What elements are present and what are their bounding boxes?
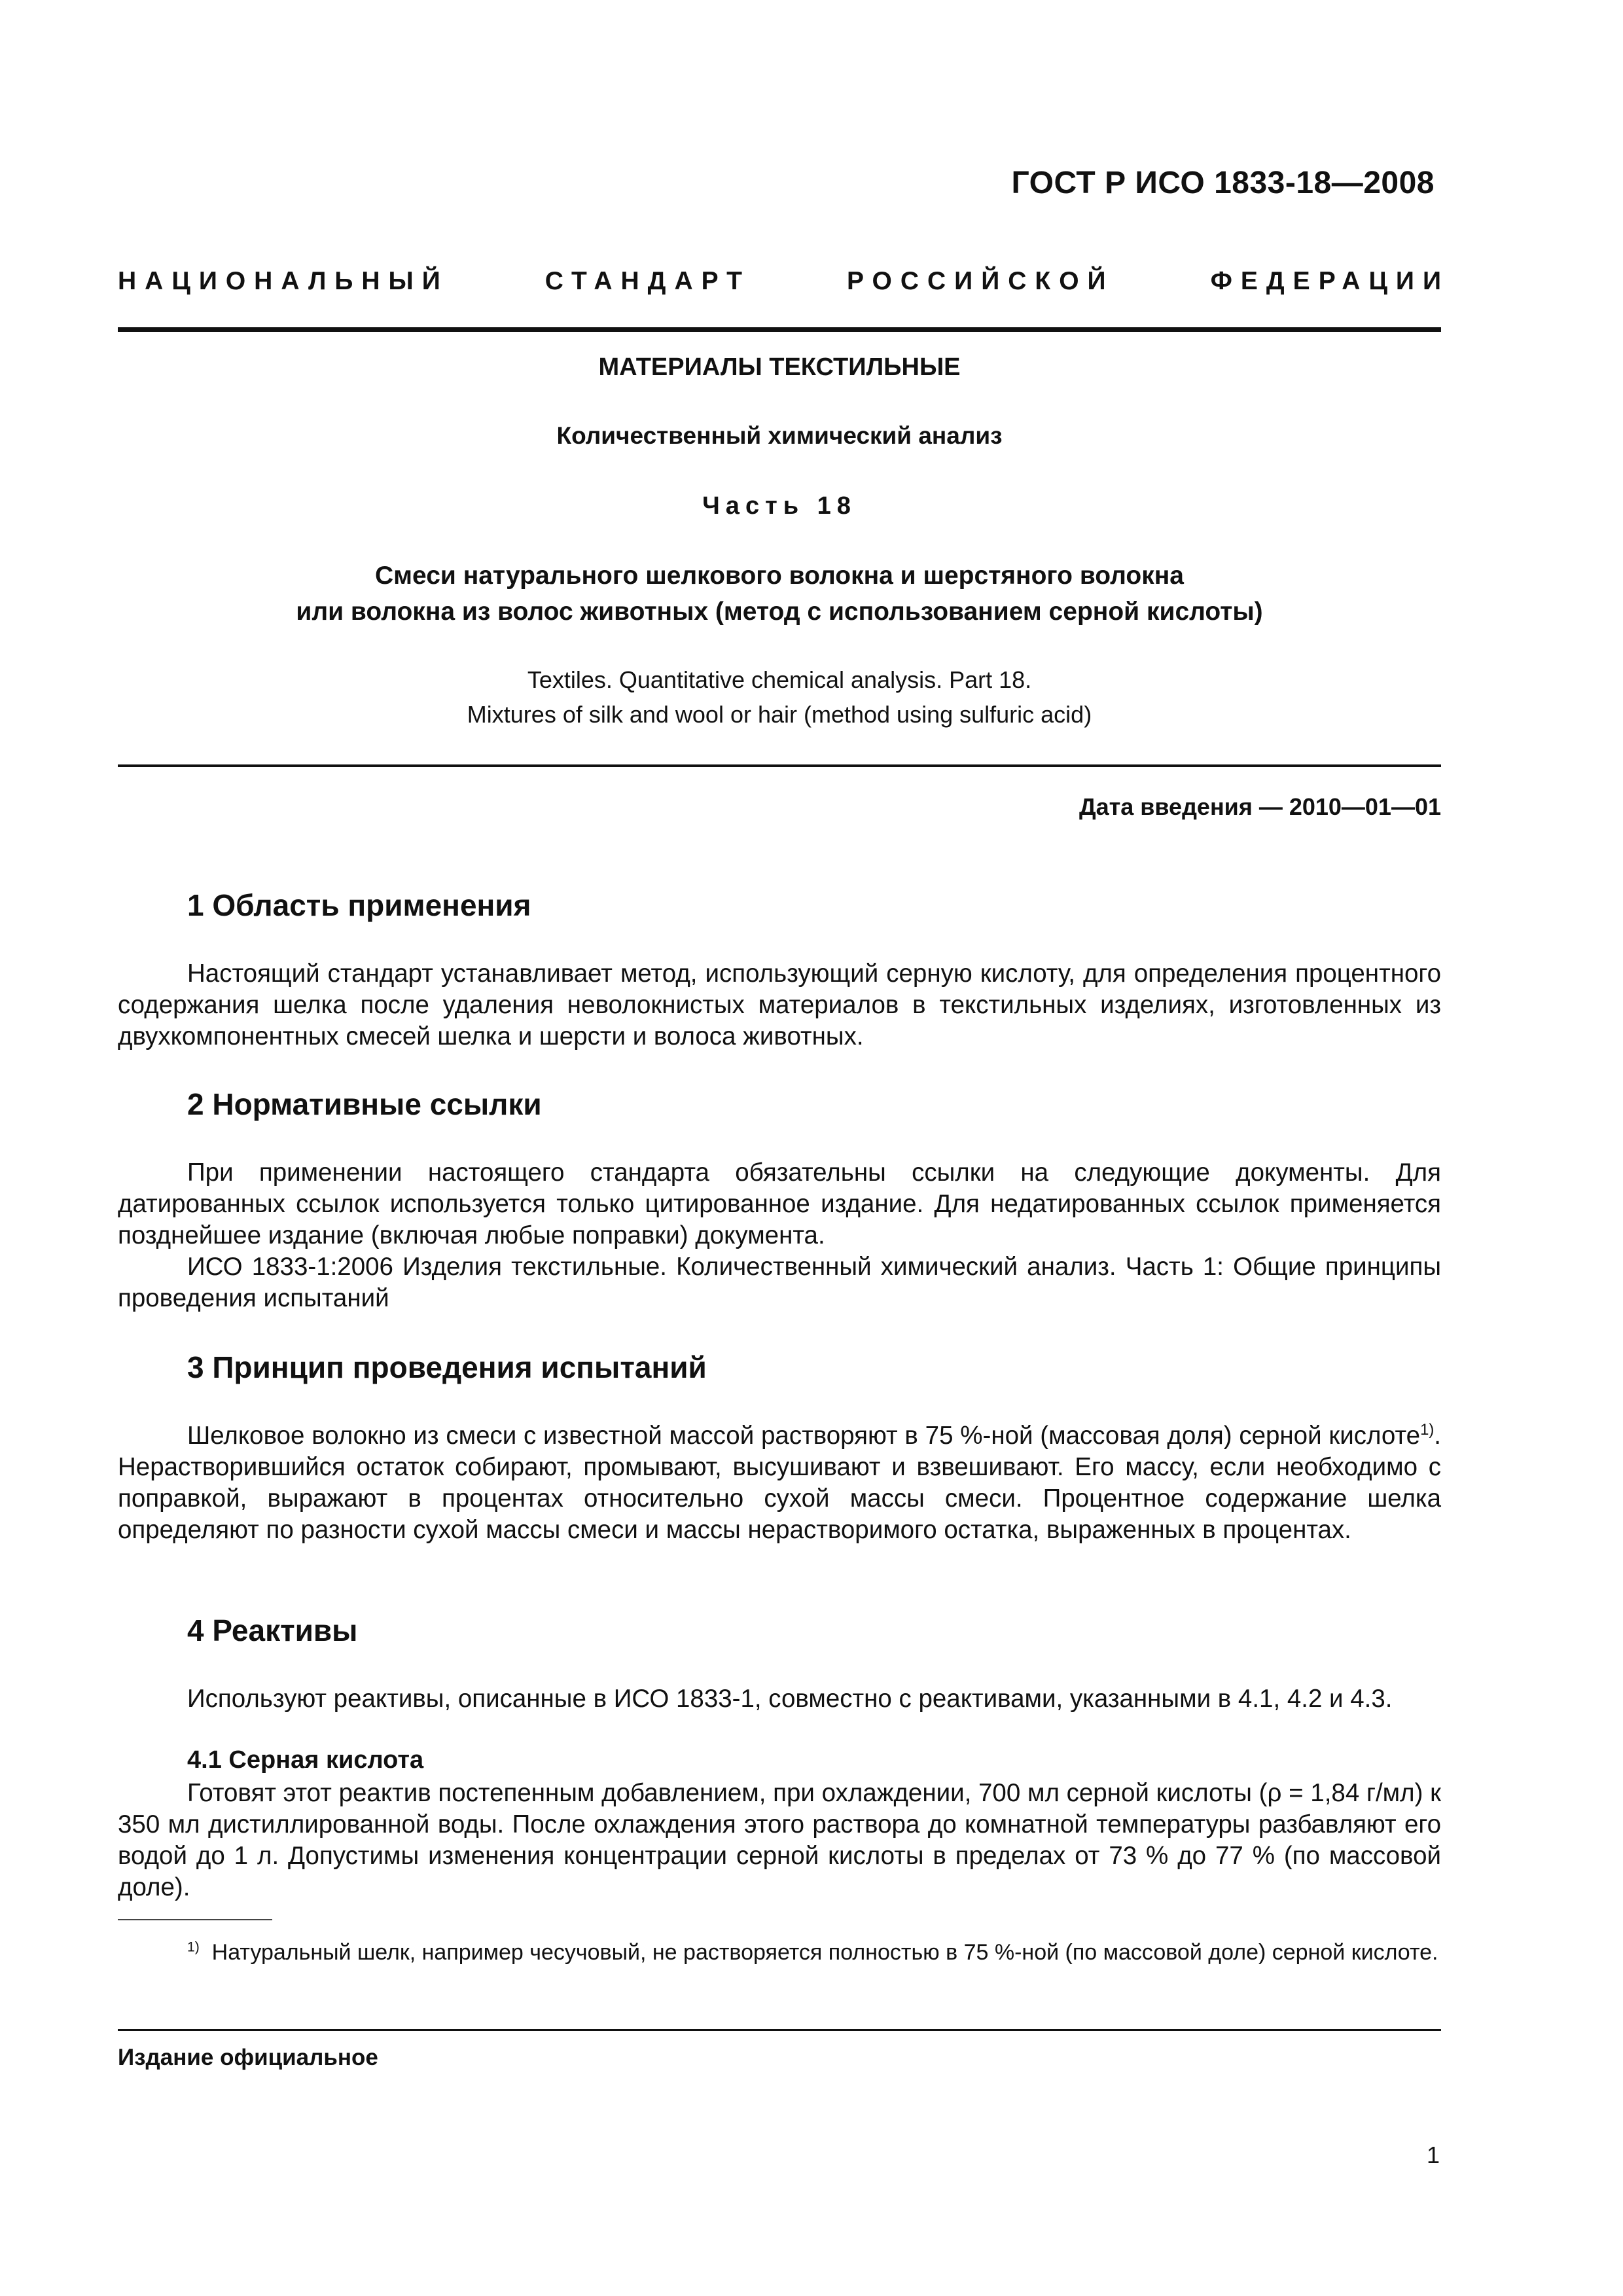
title-subtitle: Количественный химический анализ: [556, 422, 1003, 449]
section-heading-3: 3 Принцип проведения испытаний: [187, 1350, 707, 1384]
footnote-text: Натуральный шелк, например чесучовый, не растворяется полностью в 75 %-ной (по массовой доле) серной кислоте.: [211, 1940, 1438, 1965]
title-english: [118, 662, 1441, 732]
footnote-mark: 1): [187, 1939, 200, 1955]
banner-word-4: ФЕДЕРАЦИИ: [1210, 267, 1450, 295]
footnote-reference: 1): [1420, 1421, 1435, 1439]
subsection-heading-4-1: 4.1 Серная кислота: [187, 1746, 424, 1774]
title-part: Часть 18: [702, 492, 857, 520]
page-number: 1: [1426, 2142, 1440, 2168]
title-english-line-1: Textiles. Quantitative chemical analysis. Part 18.: [527, 666, 1032, 693]
section-3-paragraph: [118, 1420, 1441, 1546]
title-english-line-2: Mixtures of silk and wool or hair (method using sulfuric acid): [467, 701, 1092, 728]
official-edition-label: Издание официальное: [118, 2045, 378, 2070]
banner-word-3: РОССИЙСКОЙ: [847, 267, 1115, 295]
section-4-paragraph-1: Используют реактивы, описанные в ИСО 1833-1, совместно с реактивами, указанными в 4.1, 4.2 и 4.3.: [187, 1685, 1393, 1713]
header-divider: [118, 327, 1441, 332]
standard-designation: ГОСТ Р ИСО 1833-18—2008: [1011, 166, 1435, 200]
section-heading-1: 1 Область применения: [187, 888, 531, 922]
title-main: МАТЕРИАЛЫ ТЕКСТИЛЬНЫЕ: [598, 353, 961, 381]
title-long-line-1: Смеси натурального шелкового волокна и шерстяного волокна: [375, 562, 1184, 590]
section-heading-2: 2 Нормативные ссылки: [187, 1087, 542, 1121]
footnote: [118, 1937, 1441, 1967]
section-2-paragraph-2: ИСО 1833-1:2006 Изделия текстильные. Количественный химический анализ. Часть 1: Общие принципы проведения испытаний: [118, 1253, 1441, 1312]
footnote-divider: [118, 1919, 272, 1920]
section-heading-4: 4 Реактивы: [187, 1613, 358, 1647]
section-4-1-paragraph: Готовят этот реактив постепенным добавлением, при охлаждении, 700 мл серной кислоты (ρ = 1,84 г/мл) к 350 мл дистиллированной воды. После охлаждения этого раствора до комнатной температуры разбавляют его водой до 1 л. Допустимы изменения концентрации серной кислоты в пределах от 73 % до 77 % (по массовой доле).: [118, 1779, 1441, 1901]
title-divider: [118, 764, 1441, 767]
section-3-text-a: Шелковое волокно из смеси с известной массой растворяют в 75 %-ной (массовая доля) серной кислоте: [187, 1422, 1421, 1450]
title-long: [118, 558, 1441, 630]
national-standard-banner: [118, 267, 1450, 296]
section-3-text-b: . Нерастворившийся остаток собирают, промывают, высушивают и взвешивают. Его массу, если необходимо с поправкой, выражают в процентах относительно сухой массы смеси. Процентное содержание шелка определяют по разности сухой массы смеси и массы нерастворимого остатка, выраженных в процентах.: [118, 1422, 1441, 1544]
banner-word-1: НАЦИОНАЛЬНЫЙ: [118, 267, 449, 295]
section-2-paragraph-1: При применении настоящего стандарта обязательны ссылки на следующие документы. Для датированных ссылок используется только цитированное издание. Для недатированных ссылок применяется позднейшее издание (включая любые поправки) документа.: [118, 1158, 1441, 1249]
footer-divider: [118, 2029, 1441, 2031]
banner-word-2: СТАНДАРТ: [544, 267, 751, 295]
introduction-date: Дата введения — 2010—01—01: [1079, 793, 1441, 820]
section-1-paragraph: Настоящий стандарт устанавливает метод, использующий серную кислоту, для определения процентного содержания шелка после удаления неволокнистых материалов в текстильных изделиях, изготовленных из двухкомпонентных смесей шелка и шерсти и волоса животных.: [118, 960, 1441, 1050]
title-long-line-2: или волокна из волос животных (метод с использованием серной кислоты): [296, 598, 1263, 626]
